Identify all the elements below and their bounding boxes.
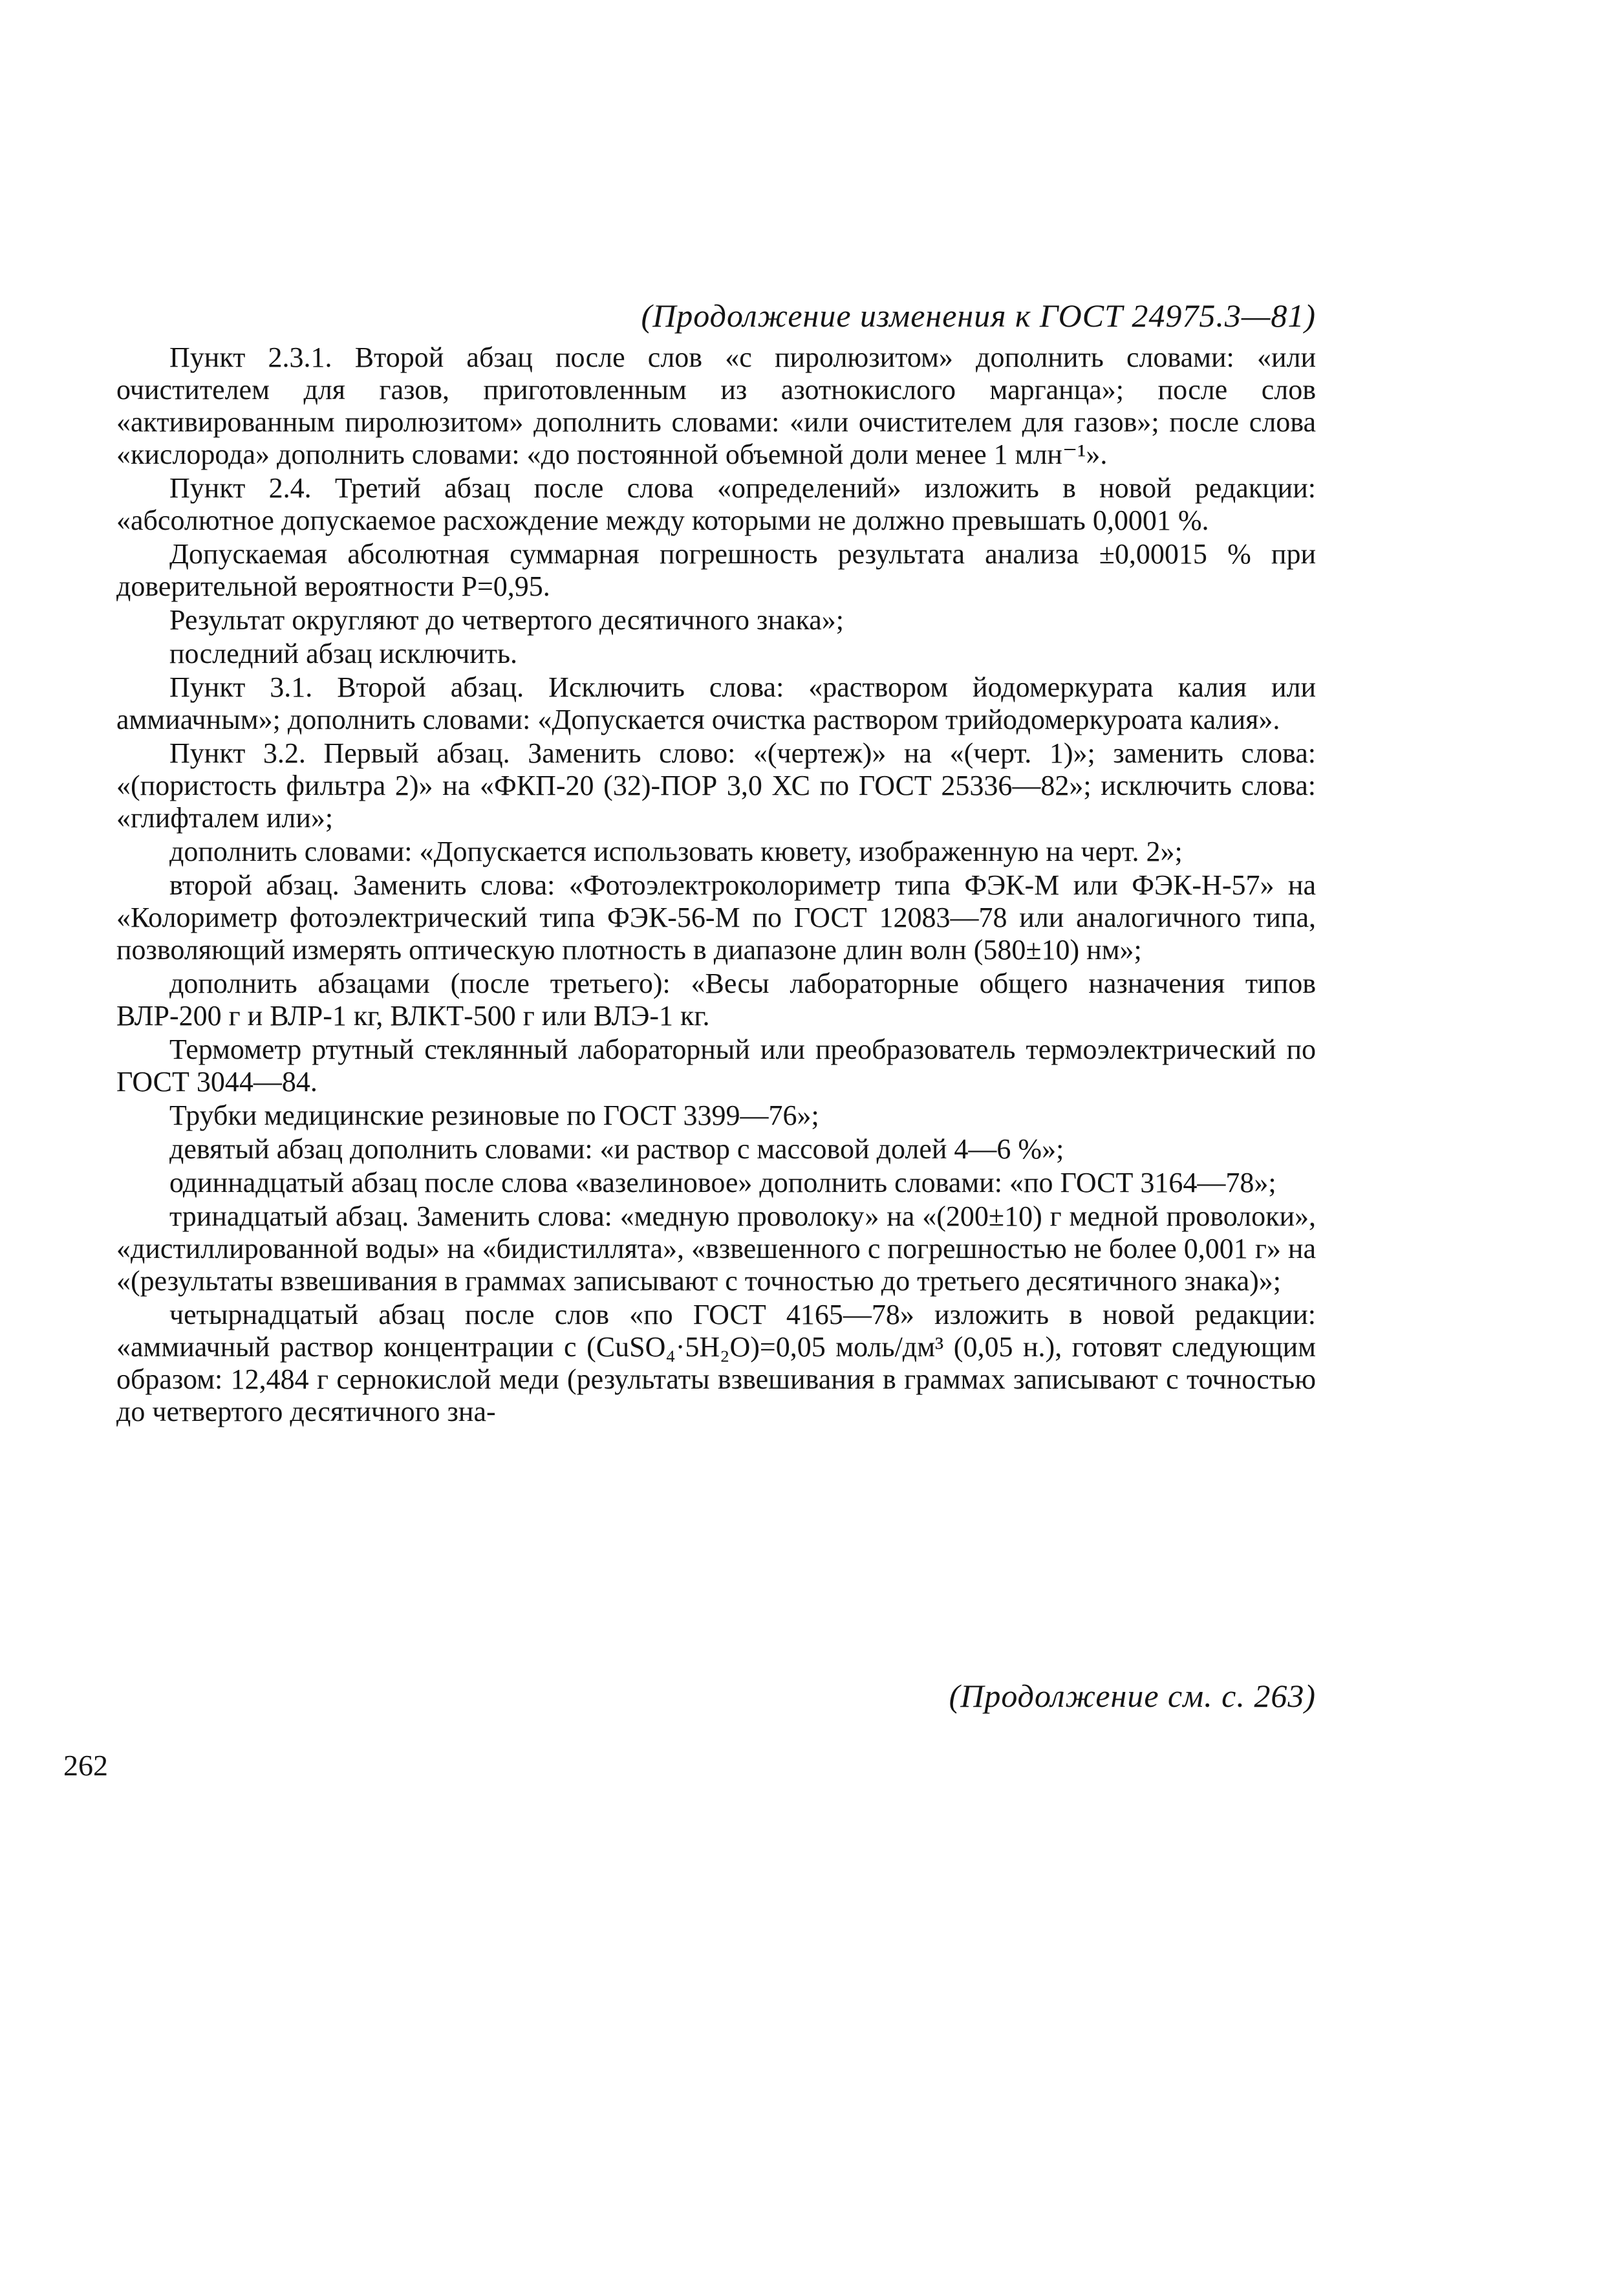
paragraph: Допускаемая абсолютная суммарная погрешность результата анализа ±0,00015 % при доверительной вероятности P=0,95. (116, 538, 1316, 602)
paragraph: Результат округляют до четвертого десятичного знака»; (169, 604, 844, 636)
paragraph: Пункт 2.4. Третий абзац после слова «определений» изложить в новой редакции: «абсолютное допускаемое расхождение между которыми не должно превышать 0,0001 %. (116, 472, 1316, 536)
body-text (116, 341, 1316, 1429)
paragraph: четырнадцатый абзац после слов «по ГОСТ 4165—78» изложить в новой редакции: «аммиачный раствор концентрации c (CuSO₄·5H₂O)=0,05 моль/дм³ (0,05 н.), готовят следующим образом: 12,484 г сернокислой меди (результаты взвешивания в граммах записывают с точностью до четвертого десятичного зна- (116, 1299, 1316, 1427)
paragraph: одиннадцатый абзац после слова «вазелиновое» дополнить словами: «по ГОСТ 3164—78»; (169, 1167, 1276, 1198)
continuation-header: (Продолжение изменения к ГОСТ 24975.3—81) (641, 298, 1316, 334)
paragraph: Пункт 2.3.1. Второй абзац после слов «с пиролюзитом» дополнить словами: «или очистителем для газов, приготовленным из азотнокислого марганца»; после слов «активированным пиролюзитом» дополнить словами: «или очистителем для газов»; после слова «кислорода» дополнить словами: «до постоянной объемной доли менее 1 млн⁻¹». (116, 341, 1316, 470)
paragraph: Пункт 3.2. Первый абзац. Заменить слово: «(чертеж)» на «(черт. 1)»; заменить слова: «(пористость фильтра 2)» на «ФКП-20 (32)-ПОР 3,0 ХС по ГОСТ 25336—82»; исключить слова: «глифталем или»; (116, 737, 1316, 834)
paragraph: Пункт 3.1. Второй абзац. Исключить слова: «раствором йодомеркурата калия или аммиачным»; дополнить словами: «Допускается очистка раствором трийодомеркуроата калия». (116, 671, 1316, 735)
paragraph: дополнить абзацами (после третьего): «Весы лабораторные общего назначения типов ВЛР-200 г и ВЛР-1 кг, ВЛКТ-500 г или ВЛЭ-1 кг. (116, 968, 1316, 1032)
paragraph: второй абзац. Заменить слова: «Фотоэлектроколориметр типа ФЭК-М или ФЭК-Н-57» на «Колориметр фотоэлектрический типа ФЭК-56-М по ГОСТ 12083—78 или аналогичного типа, позволяющий измерять оптическую плотность в диапазоне длин волн (580±10) нм»; (116, 869, 1316, 966)
paragraph: последний абзац исключить. (169, 638, 518, 669)
paragraph: тринадцатый абзац. Заменить слова: «медную проволоку» на «(200±10) г медной проволоки», «дистиллированной воды» на «бидистиллята», «взвешенного с погрешностью не более 0,001 г» на «(результаты взвешивания в граммах записывают с точностью до третьего десятичного знака)»; (116, 1200, 1316, 1297)
paragraph: девятый абзац дополнить словами: «и раствор с массовой долей 4—6 %»; (169, 1133, 1064, 1165)
paragraph: Термометр ртутный стеклянный лабораторный или преобразователь термоэлектрический по ГОСТ 3044—84. (116, 1034, 1316, 1098)
page-number: 262 (63, 1749, 108, 1782)
paragraph: дополнить словами: «Допускается использовать кювету, изображенную на черт. 2»; (169, 836, 1183, 867)
paragraph: Трубки медицинские резиновые по ГОСТ 3399—76»; (169, 1099, 819, 1131)
continuation-footer: (Продолжение см. с. 263) (949, 1678, 1316, 1714)
